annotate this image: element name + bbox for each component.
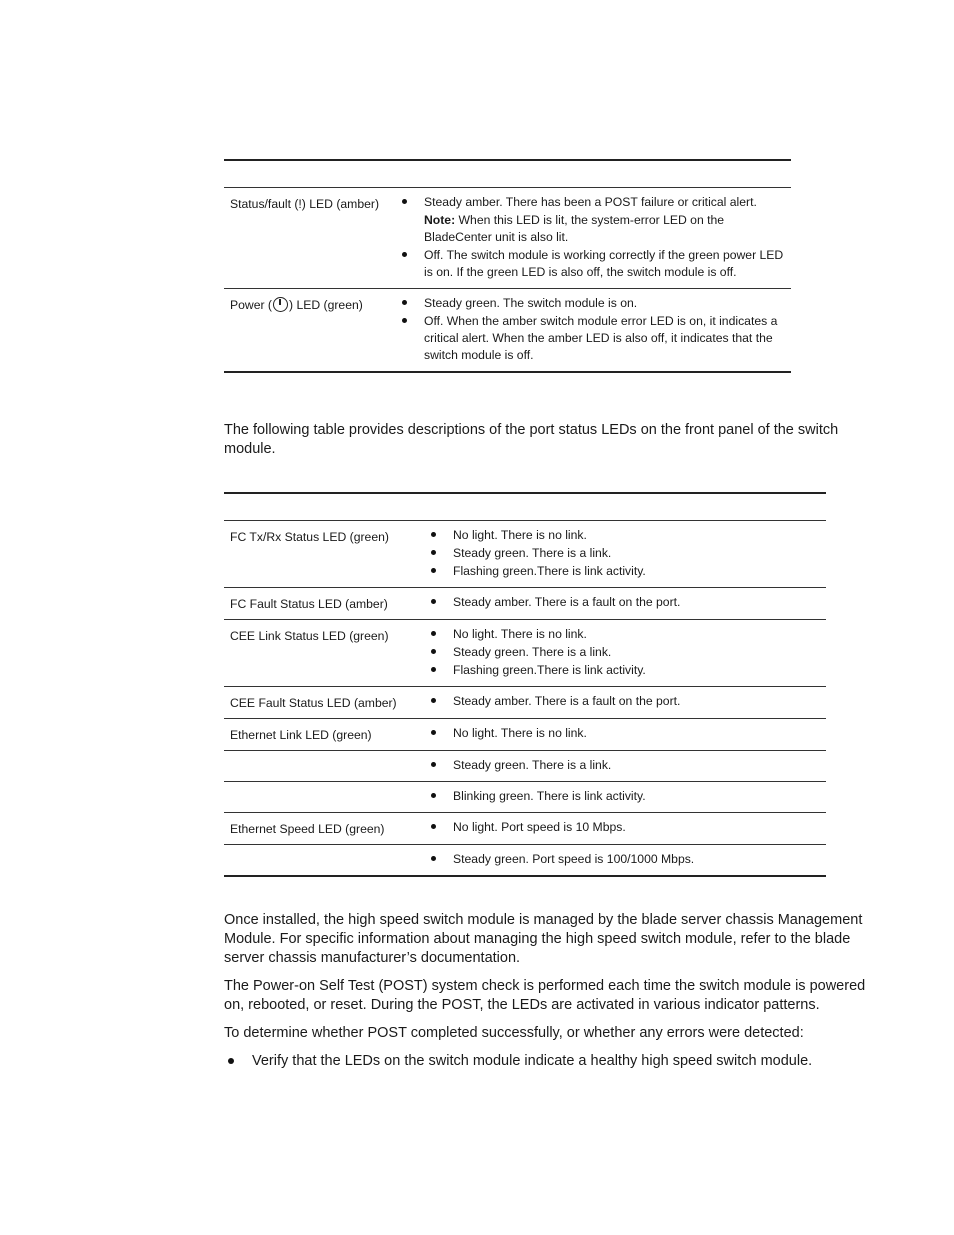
row-label: CEE Fault Status LED (amber)	[230, 696, 397, 710]
paragraph: Once installed, the high speed switch module is managed by the blade server chassis Management Module. For specific information about managing the high speed switch module, refer to the blade server chassis manufacturer’s documentation.	[224, 912, 863, 966]
row-label	[224, 845, 429, 877]
row-label: Ethernet Speed LED (green)	[230, 822, 385, 836]
list-item: Verify that the LEDs on the switch module indicate a healthy high speed switch module.	[224, 1052, 874, 1071]
note	[400, 212, 785, 246]
table-row	[224, 687, 826, 719]
bullet-list	[429, 851, 820, 868]
table-row	[224, 521, 826, 588]
table-row	[224, 751, 826, 782]
table-row	[224, 719, 826, 751]
body-section	[224, 911, 874, 1071]
table1-row-status-fault	[224, 188, 791, 289]
table-row	[224, 845, 826, 877]
bullet-list	[400, 194, 785, 211]
list-item: No light. Port speed is 10 Mbps.	[429, 819, 820, 836]
list-item: Off. The switch module is working correctly if the green power LED is on. If the green LED is also off, the switch module is off.	[400, 247, 785, 281]
table2-top-rule	[224, 492, 826, 494]
bullet-list	[429, 626, 820, 679]
list-item: Steady amber. There is a fault on the port.	[429, 594, 820, 611]
list-item: Steady amber. There is a fault on the port.	[429, 693, 820, 710]
row-label: FC Fault Status LED (amber)	[230, 597, 388, 611]
list-item: Off. When the amber switch module error LED is on, it indicates a critical alert. When the amber LED is also off, it indicates that the switch module is off.	[400, 313, 785, 364]
paragraph: The Power-on Self Test (POST) system check is performed each time the switch module is powered on, rebooted, or reset. During the POST, the LEDs are activated in various indicator patterns.	[224, 978, 866, 1013]
list-item: No light. There is no link.	[429, 725, 820, 742]
bullet-dot	[228, 1058, 234, 1064]
list-item: Steady green. There is a link.	[429, 545, 820, 562]
bullet-list	[429, 693, 820, 710]
list-item: Steady green. Port speed is 100/1000 Mbps.	[429, 851, 820, 868]
paragraph: To determine whether POST completed successfully, or whether any errors were detected:	[224, 1025, 804, 1041]
power-icon	[273, 297, 288, 312]
list-item: Flashing green.There is link activity.	[429, 662, 820, 679]
note-label: Note:	[424, 213, 456, 227]
bullet-list	[429, 788, 820, 805]
table-row	[224, 588, 826, 620]
row-label	[224, 782, 429, 813]
table1	[224, 188, 791, 373]
bullet-list	[400, 247, 785, 281]
bullet-list	[429, 725, 820, 742]
list-item: No light. There is no link.	[429, 527, 820, 544]
bullet-list	[400, 295, 785, 364]
table1-top-rule	[224, 159, 791, 161]
list-item: Steady green. The switch module is on.	[400, 295, 785, 312]
bullet-list	[429, 819, 820, 836]
list-item: Flashing green.There is link activity.	[429, 563, 820, 580]
row-label	[224, 751, 429, 782]
list-item: No light. There is no link.	[429, 626, 820, 643]
list-item: Steady green. There is a link.	[429, 644, 820, 661]
row-label: CEE Link Status LED (green)	[230, 629, 389, 643]
table-row	[224, 813, 826, 845]
row-label: Power ( ) LED (green)	[230, 298, 363, 312]
row-label: FC Tx/Rx Status LED (green)	[230, 530, 389, 544]
row-label: Status/fault (!) LED (amber)	[230, 197, 380, 211]
table-row	[224, 620, 826, 687]
table2	[224, 521, 826, 877]
list-item: Steady green. There is a link.	[429, 757, 820, 774]
list-item: Blinking green. There is link activity.	[429, 788, 820, 805]
note-text: When this LED is lit, the system-error LED on the BladeCenter unit is also lit.	[424, 213, 725, 244]
list-item: Steady amber. There has been a POST failure or critical alert.	[400, 194, 785, 211]
table-row	[224, 782, 826, 813]
bullet-list	[429, 757, 820, 774]
bullet-list	[429, 527, 820, 580]
intro-paragraph: The following table provides descriptions of the port status LEDs on the front panel of the switch module.	[224, 422, 839, 457]
bullet-list	[429, 594, 820, 611]
table1-row-power	[224, 289, 791, 373]
row-label: Ethernet Link LED (green)	[230, 728, 372, 742]
